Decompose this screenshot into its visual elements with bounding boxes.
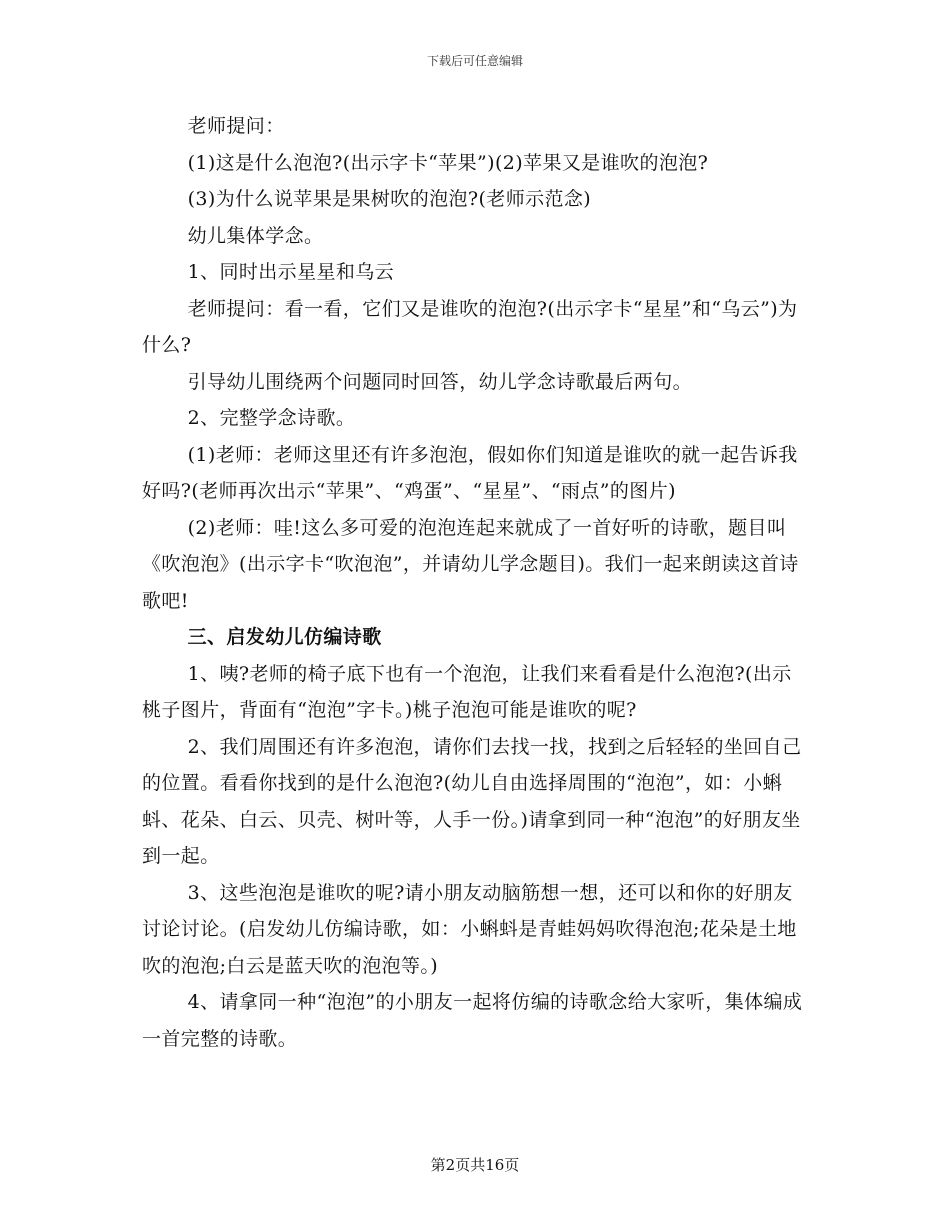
- paragraph: 4、请拿同一种“泡泡”的小朋友一起将仿编的诗歌念给大家听，集体编成一首完整的诗歌。: [142, 991, 803, 1050]
- section-heading: 三、启发幼儿仿编诗歌: [187, 626, 382, 648]
- paragraph: 3、这些泡泡是谁吹的呢?请小朋友动脑筋想一想，还可以和你的好朋友讨论讨论。(启发幼儿仿编诗歌，如：小蝌蚪是青蛙妈妈吹得泡泡;花朵是土地吹的泡泡;白云是蓝天吹的泡泡等。): [142, 881, 797, 977]
- paragraph: 1、咦?老师的椅子底下也有一个泡泡，让我们来看看是什么泡泡?(出示桃子图片，背面有“泡泡”字卡。)桃子泡泡可能是谁吹的呢?: [142, 662, 792, 721]
- paragraph: (1)这是什么泡泡?(出示字卡“苹果”)(2)苹果又是谁吹的泡泡?: [187, 151, 709, 174]
- paragraph: 引导幼儿围绕两个问题同时回答，幼儿学念诗歌最后两句。: [187, 370, 692, 393]
- paragraph: 2、我们周围还有许多泡泡，请你们去找一找，找到之后轻轻的坐回自己的位置。看看你找到的是什么泡泡?(幼儿自由选择周围的“泡泡”，如：小蝌蚪、花朵、白云、贝壳、树叶等，人手一份。)请拿到同一种“泡泡”的好朋友坐到一起。: [142, 735, 802, 867]
- page-header-note: 下载后可任意编辑: [426, 54, 523, 68]
- paragraph: 老师提问：: [187, 115, 285, 137]
- paragraph: 2、完整学念诗歌。: [187, 407, 356, 429]
- paragraph: (3)为什么说苹果是果树吹的泡泡?(老师示范念): [187, 188, 592, 210]
- document-body: [142, 108, 810, 1057]
- paragraph: (1)老师：老师这里还有许多泡泡，假如你们知道是谁吹的就一起告诉我好吗?(老师再次出示“苹果”、“鸡蛋”、“星星”、“雨点”的图片): [142, 443, 798, 502]
- paragraph: (2)老师：哇!这么多可爱的泡泡连起来就成了一首好听的诗歌，题目叫《吹泡泡》(出示字卡“吹泡泡”，并请幼儿学念题目)。我们一起来朗读这首诗歌吧!: [142, 516, 799, 612]
- paragraph: 幼儿集体学念。: [187, 224, 324, 247]
- paragraph: 1、同时出示星星和乌云: [187, 261, 395, 283]
- paragraph: 老师提问：看一看，它们又是谁吹的泡泡?(出示字卡“星星”和“乌云”)为什么?: [142, 297, 798, 356]
- page-number: 第2页共16页: [430, 1156, 520, 1174]
